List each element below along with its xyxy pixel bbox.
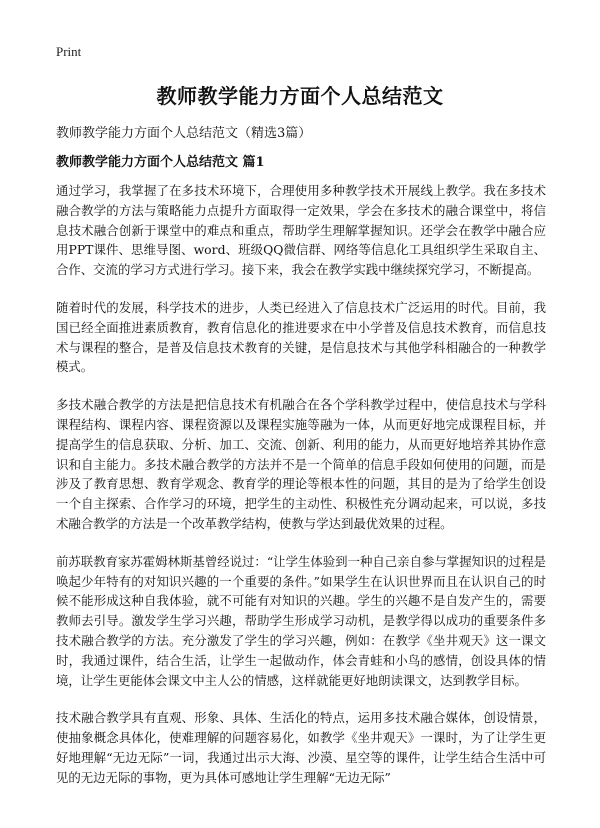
- paragraph-2: 随着时代的发展，科学技术的进步，人类已经进入了信息技术广泛运用的时代。目前，我国已经全面推进素质教育，教育信息化的推进要求在中小学普及信息技术教育，而信息技术与课程的整合，是普及信息技术教育的关键，是信息技术与其他学科相融合的一种教学模式。: [56, 299, 546, 375]
- print-link[interactable]: Print: [56, 44, 82, 59]
- section-heading: 教师教学能力方面个人总结范文 篇1: [56, 155, 265, 170]
- paragraph-1: 通过学习，我掌握了在多技术环境下，合理使用多种教学技术开展线上教学。我在多技术融合教学的方法与策略能力点提升方面取得一定效果，学会在多技术的融合课堂中，将信息技术融合创新于课堂中的难点和重点，帮助学生理解掌握知识。还学会在教学中融合应用PPT课件、思维导图、word、班级QQ微信群、网络等信息化工具组织学生采取自主、合作、交流的学习方式进行学习。接下来，我会在教学实践中继续探究学习，不断提高。: [56, 183, 546, 278]
- document-subtitle: 教师教学能力方面个人总结范文（精选3篇）: [56, 126, 312, 141]
- paragraph-4: 前苏联教育家苏霍姆林斯基曾经说过：“让学生体验到一种自己亲自参与掌握知识的过程是唤起少年特有的对知识兴趣的一个重要的条件。”如果学生在认识世界而且在认识自己的时候不能形成这种自我体验，就不可能有对知识的兴趣。学生的兴趣不是自发产生的，需要教师去引导。激发学生学习兴趣，帮助学生形成学习动机，是教学得以成功的重要条件多技术融合教学的方法。充分激发了学生的学习兴趣，例如：在教学《坐井观天》这一课文时，我通过课件，结合生活，让学生一起做动作，体会青蛙和小鸟的感情，创设具体的情境，让学生更能体会课文中主人公的情感，这样就能更好地朗读课文，达到教学目标。: [56, 553, 546, 688]
- paragraph-3: 多技术融合教学的方法是把信息技术有机融合在各个学科教学过程中，使信息技术与学科课程结构、课程内容、课程资源以及课程实施等融为一体，从而更好地完成课程目标，并提高学生的信息获取、分析、加工、交流、创新、利用的能力，从而更好地培养其协作意识和自主能力。多技术融合教学的方法并不是一个简单的信息手段如何使用的问题，而是涉及了教育思想、教育学观念、教育学的理论等根本性的问题，其目的是为了给学生创设一个自主探索、合作学习的环境，把学生的主动性、积极性充分调动起来，可以说，多技术融合教学的方法是一个改革教学结构，使教与学达到最优效果的过程。: [56, 397, 546, 531]
- article-body: [56, 181, 546, 806]
- paragraph-5: 技术融合教学具有直观、形象、具体、生活化的特点，运用多技术融合媒体，创设情景，使抽象概念具体化，使难理解的问题容易化，如教学《坐井观天》一课时，为了让学生更好地理解“无边无际”一词，我通过出示大海、沙漠、星空等的课件，让学生结合生活中可见的无边无际的事物，更为具体可感地让学生理解“无边无际”: [56, 710, 546, 785]
- page-title: 教师教学能力方面个人总结范文: [156, 84, 444, 108]
